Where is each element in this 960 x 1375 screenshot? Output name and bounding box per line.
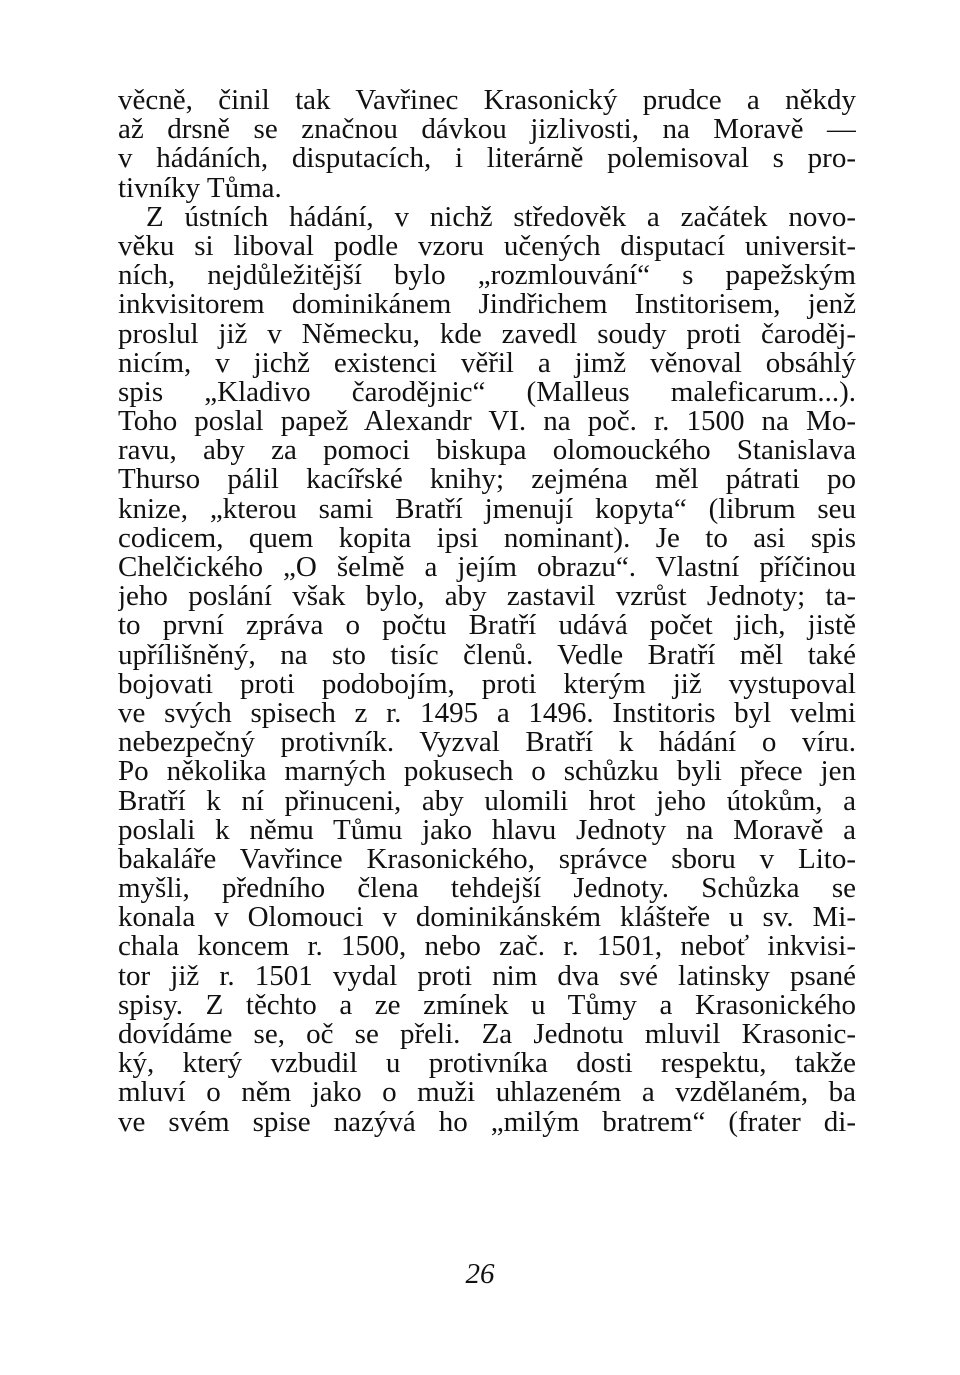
text-line: věku si liboval podle vzoru učených disputací universit- [118, 231, 856, 262]
text-line: nebezpečný protivník. Vyzval Bratří k hádání o víru. [118, 728, 856, 758]
text-line: tivníky Tůma. [118, 173, 282, 203]
text-line: ve svém spise nazývá ho „milým bratrem“ (frater di- [118, 1107, 856, 1137]
text-line: ve svých spisech z r. 1495 a 1496. Institoris byl velmi [118, 698, 856, 729]
text-line: konala v Olomouci v dominikánském klášteře u sv. Mi- [118, 903, 856, 933]
text-line: Z ústních hádání, v nichž středověk a začátek novo- [146, 202, 856, 232]
text-line: dovídáme se, oč se přeli. Za Jednotu mluvil Krasonic- [118, 1020, 856, 1050]
text-line: poslali k němu Tůmu jako hlavu Jednoty na Moravě a [118, 815, 856, 845]
text-line: proslul již v Německu, kde zavedl soudy proti čaroděj- [118, 319, 856, 349]
text-line: codicem, quem kopita ipsi nominant). Je to asi spis [118, 523, 856, 553]
text-line: spis „Kladivo čarodějnic“ (Malleus maleficarum...). [118, 377, 856, 408]
text-line: věcně, činil tak Vavřinec Krasonický prudce a někdy [118, 86, 856, 116]
text-line: ních, nejdůležitější bylo „rozmlouvání“ s papežským [118, 261, 856, 291]
text-line: Bratří k ní přinuceni, aby ulomili hrot jeho útokům, a [118, 786, 856, 816]
text-line: ravu, aby za pomoci biskupa olomouckého Stanislava [118, 436, 856, 466]
text-line: bojovati proti podobojím, proti kterým již vystupoval [118, 669, 856, 699]
text-line: ký, který vzbudil u protivníka dosti respektu, takže [118, 1049, 856, 1079]
text-line: bakaláře Vavřince Krasonického, správce sboru v Lito- [118, 844, 856, 875]
page-number: 26 [465, 1258, 495, 1290]
text-line: Chelčického „O šelmě a jejím obrazu“. Vlastní příčinou [118, 553, 856, 583]
paragraph-1 [118, 86, 856, 203]
text-line: Toho poslal papež Alexandr VI. na poč. r. 1500 na Mo- [118, 407, 856, 437]
body-text [118, 86, 856, 1137]
text-line: myšli, předního člena tehdejší Jednoty. Schůzka se [118, 874, 856, 904]
text-line: inkvisitorem dominikánem Jindřichem Institorisem, jenž [118, 290, 856, 320]
paragraph-2 [118, 203, 856, 1137]
text-line: jeho poslání však bylo, aby zastavil vzrůst Jednoty; ta- [118, 582, 856, 612]
text-line: až drsně se značnou dávkou jizlivosti, na Moravě — [118, 115, 856, 145]
text-line: upřílišněný, na sto tisíc členů. Vedle Bratří měl také [118, 640, 856, 670]
text-line: tor již r. 1501 vydal proti nim dva své latinsky psané [118, 961, 856, 991]
text-line: Po několika marných pokusech o schůzku byli přece jen [118, 757, 856, 787]
text-line: knize, „kterou sami Bratří jmenují kopyta“ (librum seu [118, 494, 856, 524]
text-line: to první zpráva o počtu Bratří udává počet jich, jistě [118, 611, 856, 641]
text-line: spisy. Z těchto a ze zmínek u Tůmy a Krasonického [118, 990, 856, 1020]
text-line: mluví o něm jako o muži uhlazeném a vzdělaném, ba [118, 1078, 856, 1108]
text-line: Thurso pálil kacířské knihy; zejména měl pátrati po [118, 465, 856, 495]
text-line: chala koncem r. 1500, nebo zač. r. 1501, neboť inkvisi- [118, 932, 856, 962]
text-line: nicím, v jichž existenci věřil a jimž věnoval obsáhlý [118, 348, 856, 378]
text-line: v hádáních, disputacích, i literárně polemisoval s pro- [118, 144, 856, 174]
